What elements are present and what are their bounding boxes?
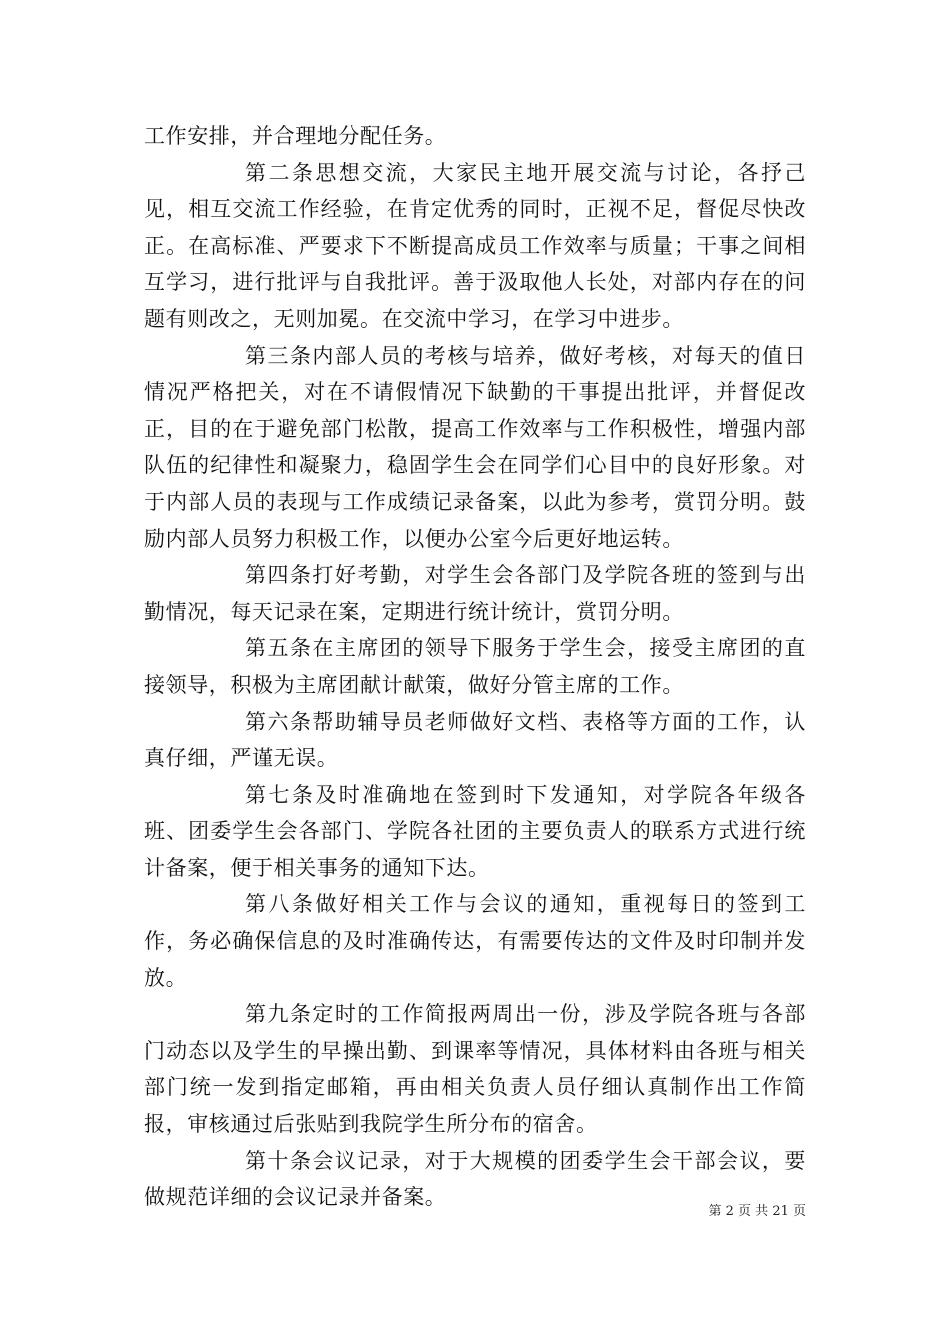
paragraph-article-7: 第七条及时准确地在签到时下发通知，对学院各年级各班、团委学生会各部门、学院各社团的主要负责人的联系方式进行统计备案，便于相关事务的通知下达。 [144,782,806,880]
paragraph-continuation: 工作安排，并合理地分配任务。 [144,124,447,148]
paragraph-article-8: 第八条做好相关工作与会议的通知，重视每日的签到工作，务必确保信息的及时准确传达，有需要传达的文件及时印制并发放。 [144,892,806,990]
paragraph-article-10: 第十条会议记录，对于大规模的团委学生会干部会议，要做规范详细的会议记录并备案。 [144,1148,806,1210]
paragraph-article-5: 第五条在主席团的领导下服务于学生会，接受主席团的直接领导，积极为主席团献计献策，做好分管主席的工作。 [144,636,806,697]
paragraph-article-2: 第二条思想交流，大家民主地开展交流与讨论，各抒己见，相互交流工作经验，在肯定优秀的同时，正视不足，督促尽快改正。在高标准、严要求下不断提高成员工作效率与质量；干事之间相互学习，进行批评与自我批评。善于汲取他人长处，对部内存在的问题有则改之，无则加冕。在交流中学习，在学习中进步。 [144,160,806,331]
document-body [144,118,806,1216]
paragraph-article-9: 第九条定时的工作简报两周出一份，涉及学院各班与各部门动态以及学生的早操出勤、到课率等情况，具体材料由各班与相关部门统一发到指定邮箱，再由相关负责人员仔细认真制作出工作简报，审核通过后张贴到我院学生所分布的宿舍。 [144,1002,806,1137]
paragraph-article-6: 第六条帮助辅导员老师做好文档、表格等方面的工作，认真仔细，严谨无误。 [144,709,806,771]
page-number-footer: 第 2 页 共 21 页 [708,1204,806,1219]
paragraph-article-3: 第三条内部人员的考核与培养，做好考核，对每天的值日情况严格把关，对在不请假情况下缺勤的干事提出批评，并督促改正，目的在于避免部门松散，提高工作效率与工作积极性，增强内部队伍的纪律性和凝聚力，稳固学生会在同学们心目中的良好形象。对于内部人员的表现与工作成绩记录备案，以此为参考，赏罚分明。鼓励内部人员努力积极工作，以便办公室今后更好地运转。 [144,343,806,551]
paragraph-article-4: 第四条打好考勤，对学生会各部门及学院各班的签到与出勤情况，每天记录在案，定期进行统计统计，赏罚分明。 [144,563,806,624]
